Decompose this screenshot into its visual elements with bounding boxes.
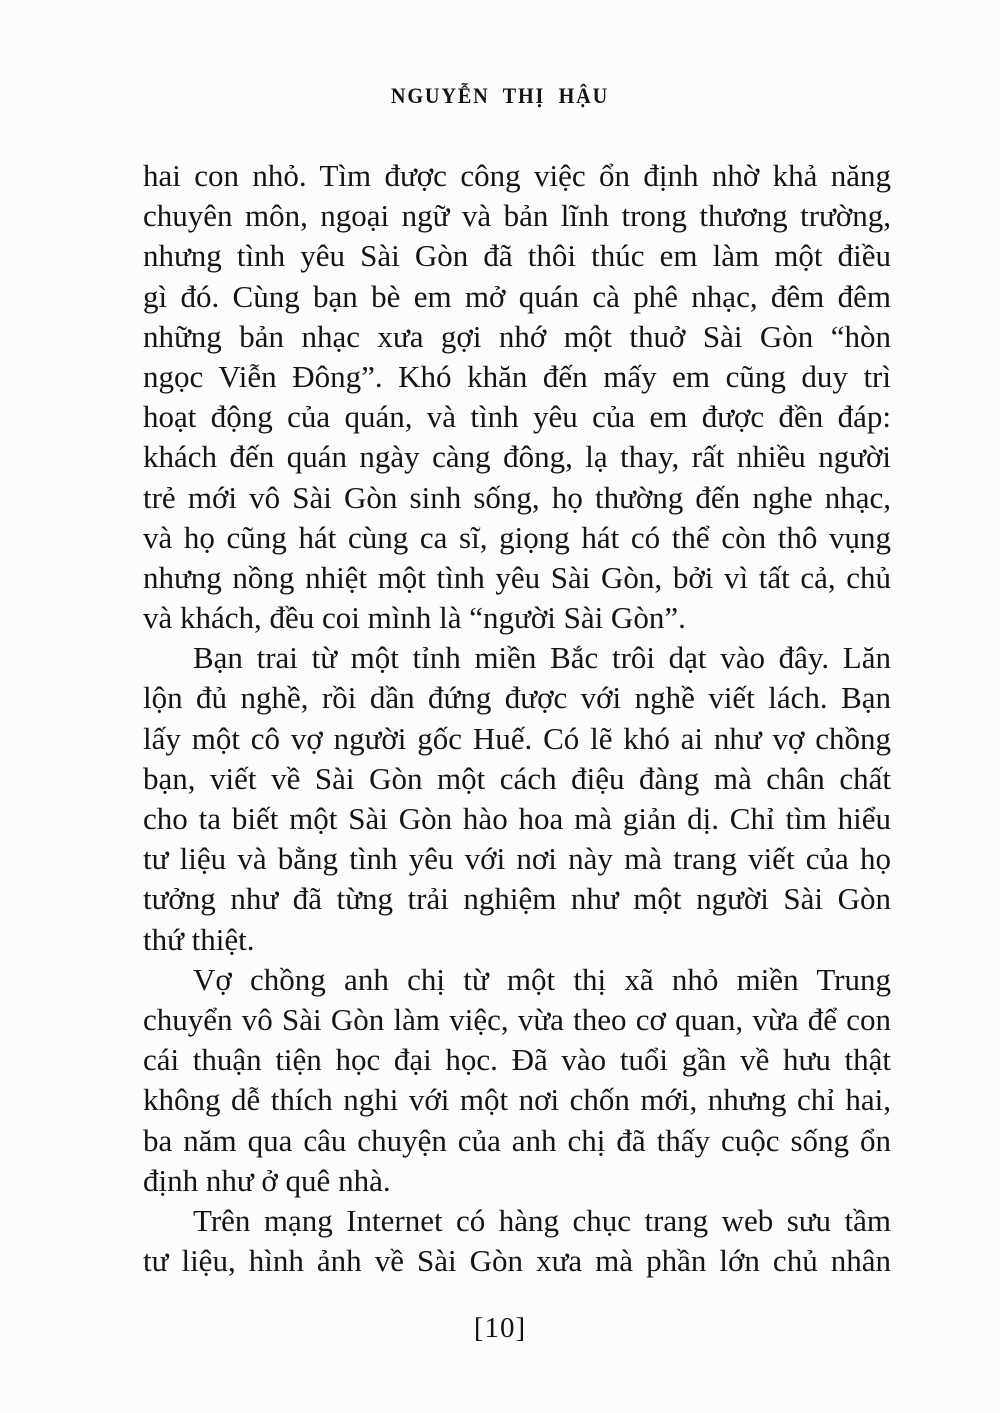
text-line: Bạn trai từ một tỉnh miền Bắc trôi dạt vào đây. Lăn — [193, 640, 891, 676]
text-line: chuyên môn, ngoại ngữ và bản lĩnh trong thương trường, — [143, 198, 891, 234]
text-line: nhưng nồng nhiệt một tình yêu Sài Gòn, bởi vì tất cả, chủ — [143, 559, 891, 595]
text-line: lấy một cô vợ người gốc Huế. Có lẽ khó ai như vợ chồng — [143, 720, 891, 756]
text-line: tư liệu và bằng tình yêu với nơi này mà trang viết của họ — [143, 841, 891, 877]
text-line: thứ thiệt. — [143, 921, 255, 957]
page-header-author: NGUYỄN THỊ HẬU — [390, 83, 610, 108]
text-line: ba năm qua câu chuyện của anh chị đã thấy cuộc sống ổn — [143, 1122, 891, 1158]
text-line: không dễ thích nghi với một nơi chốn mới, nhưng chỉ hai, — [143, 1082, 891, 1118]
text-line: khách đến quán ngày càng đông, lạ thay, rất nhiều người — [143, 439, 891, 475]
text-line: chuyển vô Sài Gòn làm việc, vừa theo cơ quan, vừa để con — [143, 1001, 891, 1037]
paragraph — [143, 960, 891, 1201]
text-line: ngọc Viễn Đông”. Khó khăn đến mấy em cũng duy trì — [143, 358, 891, 394]
text-line: và họ cũng hát cùng ca sĩ, giọng hát có thể còn thô vụng — [143, 519, 891, 555]
text-line: hai con nhỏ. Tìm được công việc ổn định nhờ khả năng — [143, 158, 891, 193]
text-line: trẻ mới vô Sài Gòn sinh sống, họ thường đến nghe nhạc, — [143, 479, 891, 515]
text-line: hoạt động của quán, và tình yêu của em được đền đáp: — [143, 399, 891, 435]
text-line: Trên mạng Internet có hàng chục trang web sưu tầm — [193, 1202, 891, 1238]
paragraph — [143, 1201, 891, 1281]
text-line: cái thuận tiện học đại học. Đã vào tuổi gần về hưu thật — [143, 1042, 891, 1078]
text-line: những bản nhạc xưa gợi nhớ một thuở Sài Gòn “hòn — [143, 318, 891, 354]
text-line: gì đó. Cùng bạn bè em mở quán cà phê nhạc, đêm đêm — [143, 278, 891, 314]
page-number: [10] — [473, 1312, 527, 1344]
paragraph — [143, 638, 891, 960]
text-line: tư liệu, hình ảnh về Sài Gòn xưa mà phần lớn chủ nhân — [143, 1243, 891, 1279]
text-line: bạn, viết về Sài Gòn một cách điệu đàng mà chân chất — [143, 760, 891, 796]
text-line: lộn đủ nghề, rồi dần đứng được với nghề viết lách. Bạn — [143, 680, 891, 716]
text-line: nhưng tình yêu Sài Gòn đã thôi thúc em làm một điều — [143, 238, 891, 274]
body-text — [143, 156, 891, 1281]
text-line: Vợ chồng anh chị từ một thị xã nhỏ miền Trung — [193, 961, 891, 997]
text-line: cho ta biết một Sài Gòn hào hoa mà giản dị. Chỉ tìm hiểu — [143, 801, 891, 836]
paragraph — [143, 156, 891, 638]
text-line: định như ở quê nhà. — [143, 1162, 391, 1198]
text-line: và khách, đều coi mình là “người Sài Gòn”. — [143, 600, 686, 636]
text-line: tưởng như đã từng trải nghiệm như một người Sài Gòn — [143, 881, 891, 917]
